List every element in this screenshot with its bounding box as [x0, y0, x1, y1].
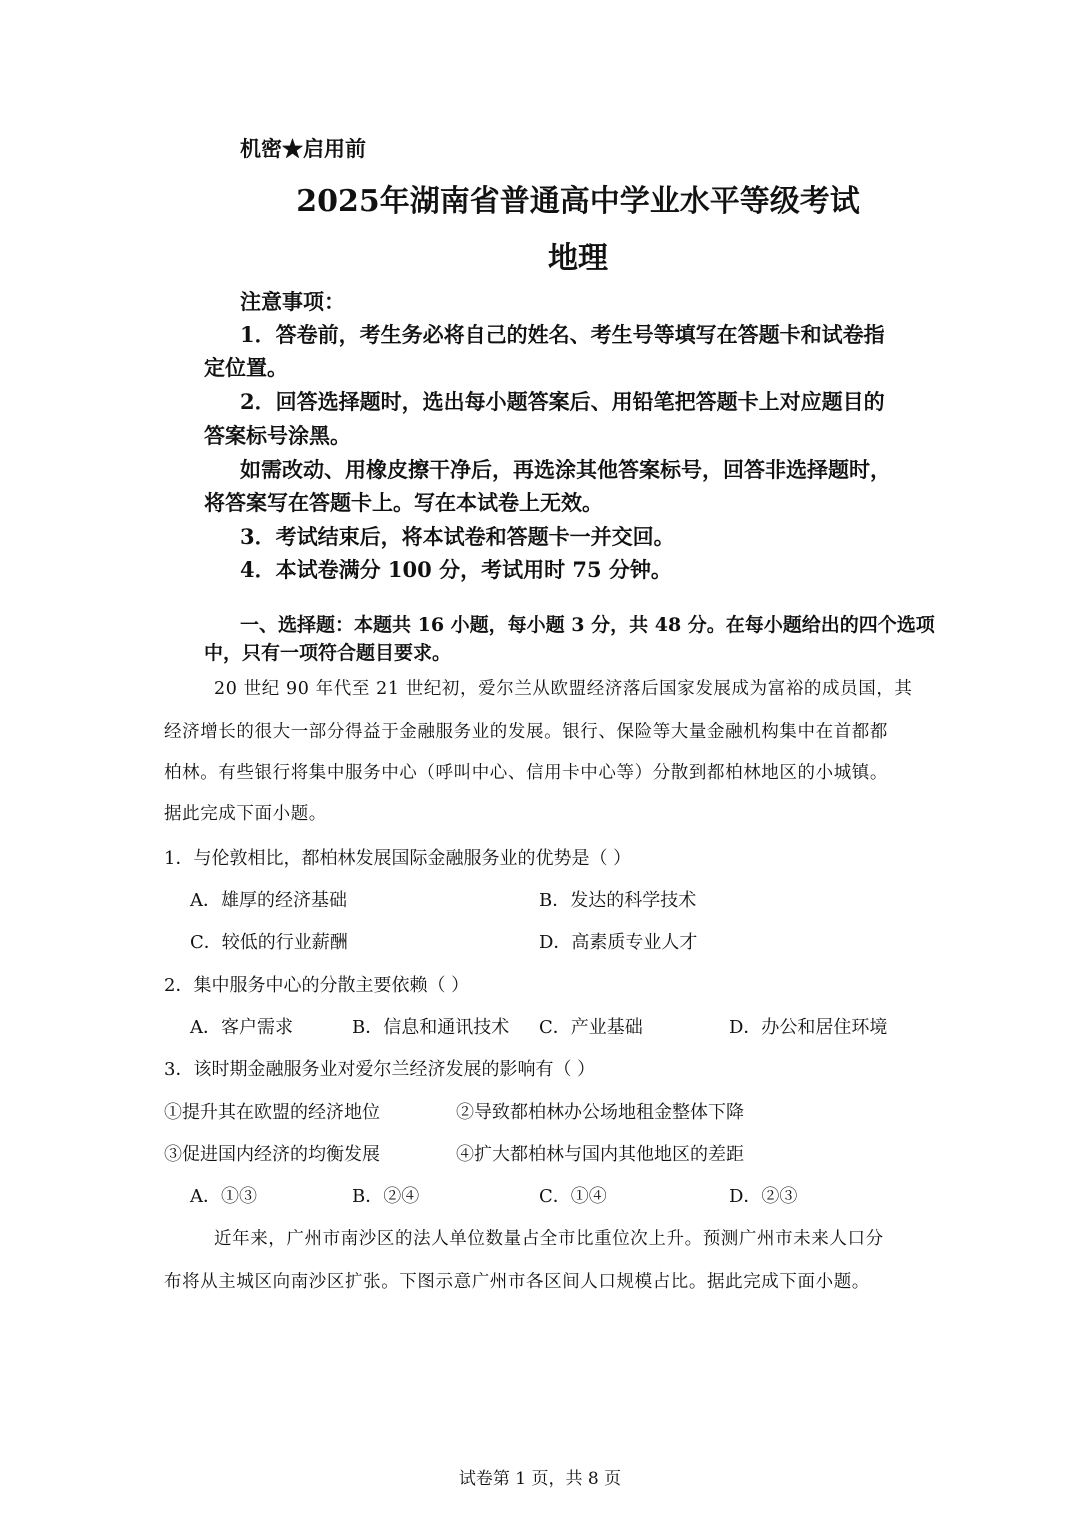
notice-item-2b-line-2: 将答案写在答题卡上。写在本试卷上无效。	[204, 490, 603, 515]
confidential-label: 机密★启用前	[240, 136, 366, 161]
passage-1-line-4: 据此完成下面小题。	[164, 804, 327, 824]
question-2-option-a: A．客户需求	[190, 1017, 293, 1038]
question-3-option-b: B．②④	[352, 1186, 420, 1207]
subject-title: 地理	[548, 241, 608, 276]
question-2-option-c: C．产业基础	[539, 1017, 643, 1038]
question-3-stem: 3．该时期金融服务业对爱尔兰经济发展的影响有（ ）	[164, 1059, 596, 1080]
question-3-statement-1: ①提升其在欧盟的经济地位	[164, 1102, 380, 1123]
passage-1-line-2: 经济增长的很大一部分得益于金融服务业的发展。银行、保险等大量金融机构集中在首都都	[164, 722, 888, 742]
section-1-heading-line-2: 中，只有一项符合题目要求。	[204, 642, 452, 664]
question-1-option-a: A．雄厚的经济基础	[190, 890, 347, 911]
question-3-statement-4: ④扩大都柏林与国内其他地区的差距	[456, 1144, 744, 1165]
question-1-stem: 1．与伦敦相比，都柏林发展国际金融服务业的优势是（ ）	[164, 848, 632, 869]
question-1-option-b: B．发达的科学技术	[539, 890, 697, 911]
notice-item-2-line-2: 答案标号涂黑。	[204, 423, 351, 448]
passage-1-line-3: 柏林。有些银行将集中服务中心（呼叫中心、信用卡中心等）分散到都柏林地区的小城镇。	[164, 763, 888, 783]
page-footer: 试卷第 1 页，共 8 页	[458, 1469, 622, 1489]
question-3-option-d: D．②③	[729, 1186, 798, 1207]
notice-item-1-line-2: 定位置。	[204, 355, 288, 380]
exam-title: 2025年湖南省普通高中学业水平等级考试	[296, 184, 860, 219]
passage-1-line-1: 20 世纪 90 年代至 21 世纪初，爱尔兰从欧盟经济落后国家发展成为富裕的成员国，其	[214, 679, 913, 699]
notice-item-2b-line-1: 如需改动、用橡皮擦干净后，再选涂其他答案标号，回答非选择题时，	[240, 457, 891, 482]
passage-2-line-2: 布将从主城区向南沙区扩张。下图示意广州市各区间人口规模占比。据此完成下面小题。	[164, 1272, 870, 1292]
question-3-option-a: A．①③	[190, 1186, 257, 1207]
question-1-option-c: C．较低的行业薪酬	[190, 932, 348, 953]
passage-2-line-1: 近年来，广州市南沙区的法人单位数量占全市比重位次上升。预测广州市未来人口分	[214, 1229, 884, 1249]
question-3-option-c: C．①④	[539, 1186, 607, 1207]
notice-item-3: 3．考试结束后，将本试卷和答题卡一并交回。	[240, 524, 675, 549]
question-2-option-d: D．办公和居住环境	[729, 1017, 888, 1038]
question-3-statement-2: ②导致都柏林办公场地租金整体下降	[456, 1102, 744, 1123]
question-2-option-b: B．信息和通讯技术	[352, 1017, 510, 1038]
notice-item-4: 4．本试卷满分 100 分，考试用时 75 分钟。	[240, 557, 672, 582]
notice-item-2-line-1: 2．回答选择题时，选出每小题答案后、用铅笔把答题卡上对应题目的	[240, 389, 885, 414]
section-1-heading-line-1: 一、选择题：本题共 16 小题，每小题 3 分，共 48 分。在每小题给出的四个选项	[240, 614, 935, 636]
notice-item-1-line-1: 1．答卷前，考生务必将自己的姓名、考生号等填写在答题卡和试卷指	[240, 322, 885, 347]
question-3-statement-3: ③促进国内经济的均衡发展	[164, 1144, 380, 1165]
question-1-option-d: D．高素质专业人才	[539, 932, 698, 953]
question-2-stem: 2．集中服务中心的分散主要依赖（ ）	[164, 975, 470, 996]
notice-heading: 注意事项：	[240, 289, 345, 314]
